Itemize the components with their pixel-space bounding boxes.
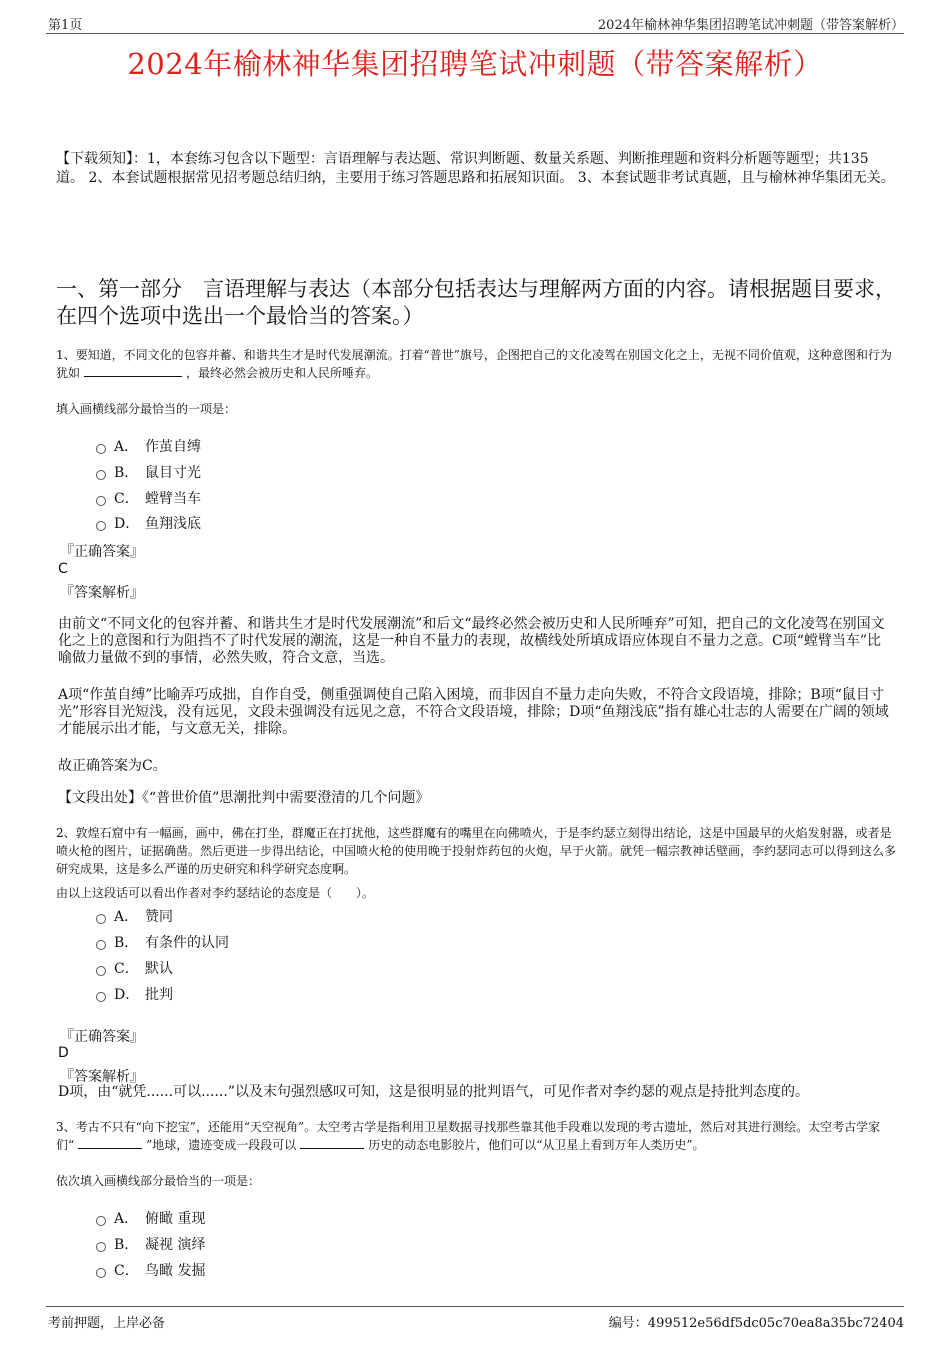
radio-icon[interactable] [96, 992, 106, 1002]
analysis-conclusion: 故正确答案为C。 [58, 758, 167, 774]
page-title: 2024年榆林神华集团招聘笔试冲刺题（带答案解析） [127, 47, 823, 81]
analysis-label: 『答案解析』 [60, 585, 144, 601]
footer-divider [46, 1306, 904, 1307]
fill-blank [84, 365, 182, 377]
radio-icon[interactable] [96, 914, 106, 924]
question-1-text-a: 1、要知道，不同文化的包容并蓄、和谐共生才是时代发展潮流。打着“普世”旗号，企图把自己的文化凌驾在别国文化之上，无视不同价值观，这种意图和行为犹如 [56, 348, 892, 380]
source-citation: 【文段出处】《“普世价值”思潮批判中需要澄清的几个问题》 [58, 790, 430, 806]
fill-blank [78, 1137, 142, 1149]
download-notice: 【下载须知】：1，本套练习包含以下题型：言语理解与表达题、常识判断题、数量关系题、判断推理题和资料分析题等题型；共135道。 2、本套试题根据常见招考题总结归纳，主要用于练习答题思路和拓展知识面。 3、本套试题非考试真题，且与榆林神华集团无关。 [56, 151, 895, 186]
radio-icon[interactable] [96, 521, 106, 531]
radio-icon[interactable] [96, 496, 106, 506]
option-a[interactable]: A． 赞同 [96, 906, 173, 926]
radio-icon[interactable] [96, 1242, 106, 1252]
radio-icon[interactable] [96, 1216, 106, 1226]
option-d[interactable]: D． 鱼翔浅底 [96, 513, 201, 533]
question-3-text-b: ”地球，遗迹变成一段段可以 [146, 1138, 297, 1152]
option-c[interactable]: C． 默认 [96, 958, 173, 978]
option-b[interactable]: B． 凝视 演绎 [96, 1234, 205, 1254]
option-c[interactable]: C． 鸟瞰 发掘 [96, 1260, 205, 1280]
question-2-prompt: 由以上这段话可以看出作者对李约瑟结论的态度是（ ）。 [56, 886, 375, 900]
radio-icon[interactable] [96, 444, 106, 454]
question-3-prompt: 依次填入画横线部分最恰当的一项是： [56, 1174, 261, 1188]
analysis-paragraph-1: 由前文“不同文化的包容并蓄、和谐共生才是时代发展潮流”和后文“最终必然会被历史和人民所唾弃”可知，把自己的文化凌驾在别国文化之上的意图和行为阻挡不了时代发展的潮流，这是一种自不量力的表现，故横线处所填成语应体现自不量力之意。C项“螳臂当车”比喻做力量做不到的事情，必然失败，符合文意，当选。 [58, 616, 885, 666]
question-3-text-c: 历史的动态电影胶片，他们可以“从卫星上看到万年人类历史”。 [368, 1138, 705, 1152]
header-divider [46, 33, 904, 34]
analysis-label: 『答案解析』 [60, 1069, 144, 1085]
footer-slogan: 考前押题，上岸必备 [48, 1316, 166, 1331]
answer-value: D [58, 1045, 69, 1061]
radio-icon[interactable] [96, 1268, 106, 1278]
question-3-text-a: 3、考古不只有“向下挖宝”，还能用“天空视角”。太空考古学是指利用卫星数据寻找那些靠其他手段难以发现的考古遗址，然后对其进行测绘。太空考古学家们“ [56, 1120, 881, 1152]
option-a[interactable]: A． 俯瞰 重现 [96, 1208, 205, 1228]
radio-icon[interactable] [96, 470, 106, 480]
analysis-paragraph: D项，由“就凭......可以......”以及末句强烈感叹可知，这是很明显的批判语气，可见作者对李约瑟的观点是持批判态度的。 [58, 1084, 809, 1100]
question-1-prompt: 填入画横线部分最恰当的一项是： [56, 402, 237, 416]
option-a[interactable]: A． 作茧自缚 [96, 436, 201, 456]
question-2-text: 2、敦煌石窟中有一幅画，画中，佛在打坐，群魔正在打扰他，这些群魔有的嘴里在向佛喷火，于是李约瑟立刻得出结论，这是中国最早的火焰发射器，或者是喷火枪的图片，证据确凿。然后更进一步得出结论，中国喷火枪的使用晚于投射炸药包的火炮，早于火箭。就凭一幅宗教神话壁画，李约瑟同志可以得到这么多研究成果，这是多么严谨的历史研究和科学研究态度啊。 [56, 826, 897, 876]
section-heading: 一、第一部分 言语理解与表达（本部分包括表达与理解两方面的内容。请根据题目要求，在四个选项中选出一个最恰当的答案。） [56, 277, 896, 328]
fill-blank [300, 1137, 364, 1149]
radio-icon[interactable] [96, 966, 106, 976]
option-c[interactable]: C． 螳臂当车 [96, 488, 201, 508]
header-page-number: 第1页 [48, 18, 83, 33]
answer-label: 『正确答案』 [60, 1029, 144, 1045]
question-1-text [56, 346, 896, 382]
footer-serial-number: 编号：499512e56df5dc05c70ea8a35bc72404 [608, 1316, 904, 1331]
option-b[interactable]: B． 有条件的认同 [96, 932, 229, 952]
analysis-paragraph-2: A项“作茧自缚”比喻弄巧成拙，自作自受，侧重强调使自己陷入困境，而非因自不量力走向失败，不符合文段语境，排除；B项“鼠目寸光”形容目光短浅，没有远见，文段未强调没有远见之意，不符合文段语境，排除；D项“鱼翔浅底”指有雄心壮志的人需要在广阔的领域才能展示出才能，与文意无关，排除。 [58, 687, 889, 737]
question-1-text-b: ，最终必然会被历史和人民所唾弃。 [186, 366, 379, 380]
option-b[interactable]: B． 鼠目寸光 [96, 462, 201, 482]
radio-icon[interactable] [96, 940, 106, 950]
question-3-text [56, 1118, 896, 1154]
answer-value: C [58, 561, 68, 577]
answer-label: 『正确答案』 [60, 544, 144, 560]
header-doc-title: 2024年榆林神华集团招聘笔试冲刺题（带答案解析） [597, 18, 904, 33]
option-d[interactable]: D． 批判 [96, 984, 173, 1004]
